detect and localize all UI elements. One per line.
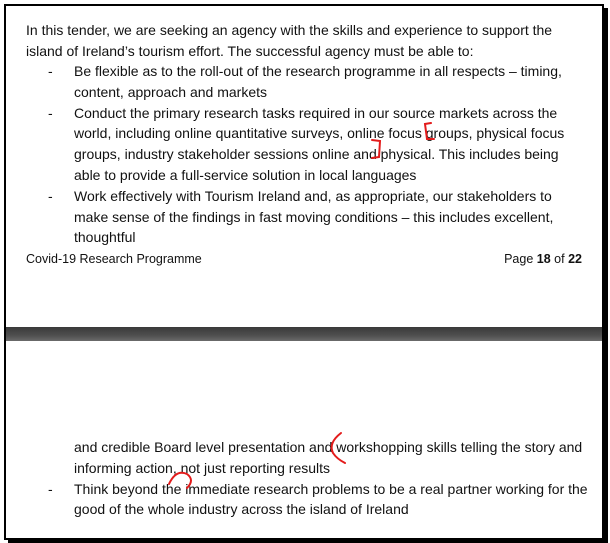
requirements-list	[26, 61, 588, 248]
list-item	[26, 103, 588, 186]
list-item-text: physical focus groups, industry stakeholder sessions online and physical.	[74, 125, 565, 163]
page-19	[6, 341, 602, 538]
of-label: of	[554, 252, 565, 266]
page-label: Page	[504, 252, 534, 266]
requirements-list-continued	[26, 479, 588, 521]
page-number	[504, 252, 582, 266]
document-viewer	[4, 4, 604, 540]
current-page-number: 18	[536, 252, 551, 266]
page-separator	[6, 327, 602, 341]
bullet-dash: -	[48, 187, 53, 204]
total-page-number: 22	[568, 252, 582, 266]
list-item-text: Be flexible as to the roll-out of the research programme in all respects – timing, content, approach and markets	[74, 63, 562, 100]
intro-paragraph: In this tender, we are seeking an agency with the skills and experience to support the island of Ireland’s tourism effort. The successful agency must be able to:	[26, 22, 553, 59]
list-item	[26, 61, 588, 103]
list-item	[26, 479, 588, 521]
page-19-body	[26, 437, 588, 520]
footer-title: Covid-19 Research Programme	[26, 252, 202, 266]
bullet-dash: -	[48, 480, 53, 497]
continued-bullet-text: and credible Board level presentation and workshopping skills telling the story and informing action, not just reporting results	[74, 439, 583, 476]
list-item-text: Conduct the primary research tasks required in our source markets across the world, including online quantitative surveys, online focus groups,	[74, 104, 558, 142]
bullet-dash: -	[48, 63, 53, 79]
list-item-text: Work effectively with Tourism Ireland and, as appropriate, our stakeholders to make sense of the findings in fast moving conditions – this includes excellent, thoughtful	[74, 187, 554, 246]
bullet-dash: -	[48, 104, 53, 121]
list-item-text: Think beyond the immediate research problems to be a real partner working for the good of the whole industry across the island of Ireland	[74, 480, 588, 518]
list-item	[26, 186, 588, 248]
list-item-text: This includes being able to provide a full-service solution in local languages	[74, 146, 559, 183]
page-18	[6, 6, 602, 331]
